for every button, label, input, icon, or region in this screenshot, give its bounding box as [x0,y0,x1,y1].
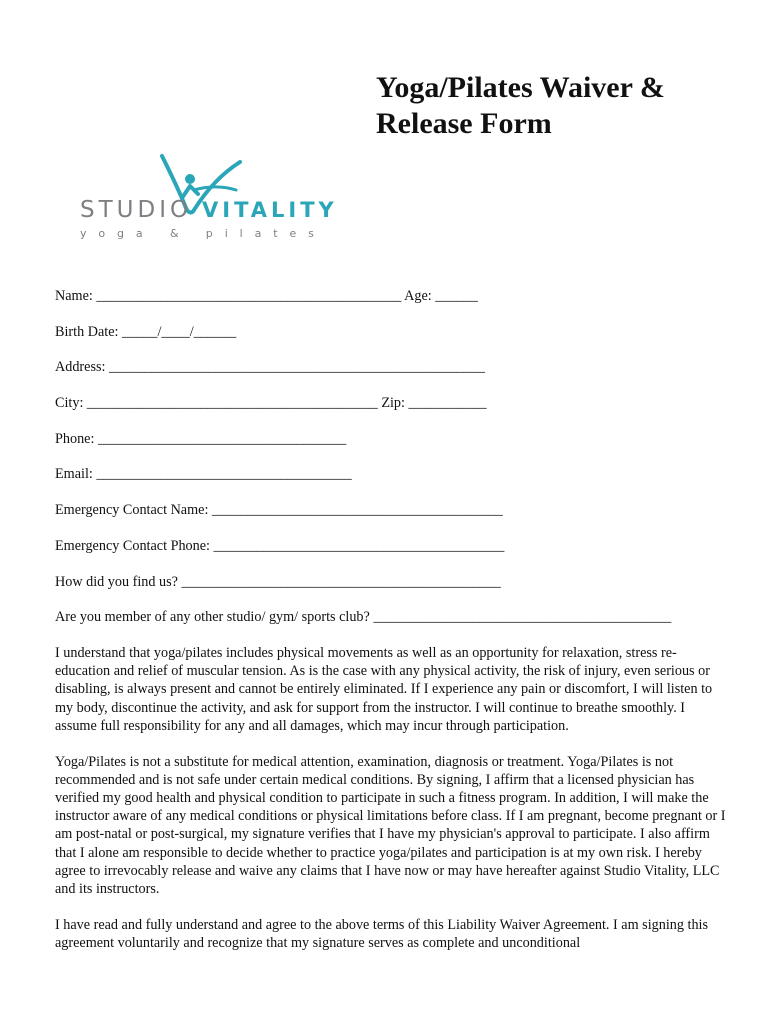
waiver-body [55,644,730,970]
logo-word-vitality: VITALITY [202,198,338,222]
logo-tagline: y o g a & p i l a t e s [80,227,319,240]
how-found-field[interactable]: How did you find us? _____________________________________________ [55,573,501,590]
birth-date-field[interactable]: Birth Date: _____/____/______ [55,323,237,340]
paragraph-agreement: I have read and fully understand and agree to the above terms of this Liability Waiver Agreement. I am signing this agreement voluntarily and recognize that my signature serves as complete and unconditional [55,916,708,951]
phone-field[interactable]: Phone: ___________________________________ [55,430,347,447]
emergency-contact-phone-field[interactable]: Emergency Contact Phone: _________________________________________ [55,537,505,554]
studio-vitality-logo [78,150,358,245]
form-title [376,70,736,142]
logo-word-studio: STUDIO [80,197,193,223]
name-age-field[interactable]: Name: ___________________________________________ Age: ______ [55,288,478,304]
paragraph-medical-disclaimer: Yoga/Pilates is not a substitute for medical attention, examination, diagnosis or treatment. Yoga/Pilates is not recommended and is not safe under certain medical conditions. By signing, I affirm that a licensed physician has verified my good health and physical condition to participate in such a fitness program. In addition, I will make the instructor aware of any medical conditions or physical limitations before class. If I am pregnant, become pregnant or I am post-natal or post-surgical, my signature verifies that I have my physician's approval to participate. I also affirm that I alone am responsible to decide whether to practice yoga/pilates and participation is at my own risk. I hereby agree to irrevocably release and waive any claims that I have now or may have hereafter against Studio Vitality, LLC and its instructors. [55,753,726,897]
form-title-line-1: Yoga/Pilates Waiver & [376,71,665,104]
form-title-line-2: Release Form [376,107,552,140]
email-field[interactable]: Email: ____________________________________ [55,466,352,483]
paragraph-risk-acknowledgement: I understand that yoga/pilates includes physical movements as well as an opportunity for relaxation, stress re-education and relief of muscular tension. As is the case with any physical activity, the risk of injury, even serious or disabling, is always present and cannot be entirely eliminated. If I experience any pain or discomfort, I will listen to my body, discontinue the activity, and ask for support from the instructor. I will continue to breathe smoothly. I assume full responsibility for any and all damages, which may incur through participation. [55,645,713,734]
address-field[interactable]: Address: _____________________________________________________ [55,359,485,376]
other-club-membership-field[interactable]: Are you member of any other studio/ gym/ sports club? __________________________________________ [55,609,672,626]
city-zip-field[interactable]: City: _________________________________________ Zip: ___________ [55,395,487,412]
form-fields [55,287,745,644]
emergency-contact-name-field[interactable]: Emergency Contact Name: _________________________________________ [55,502,503,519]
